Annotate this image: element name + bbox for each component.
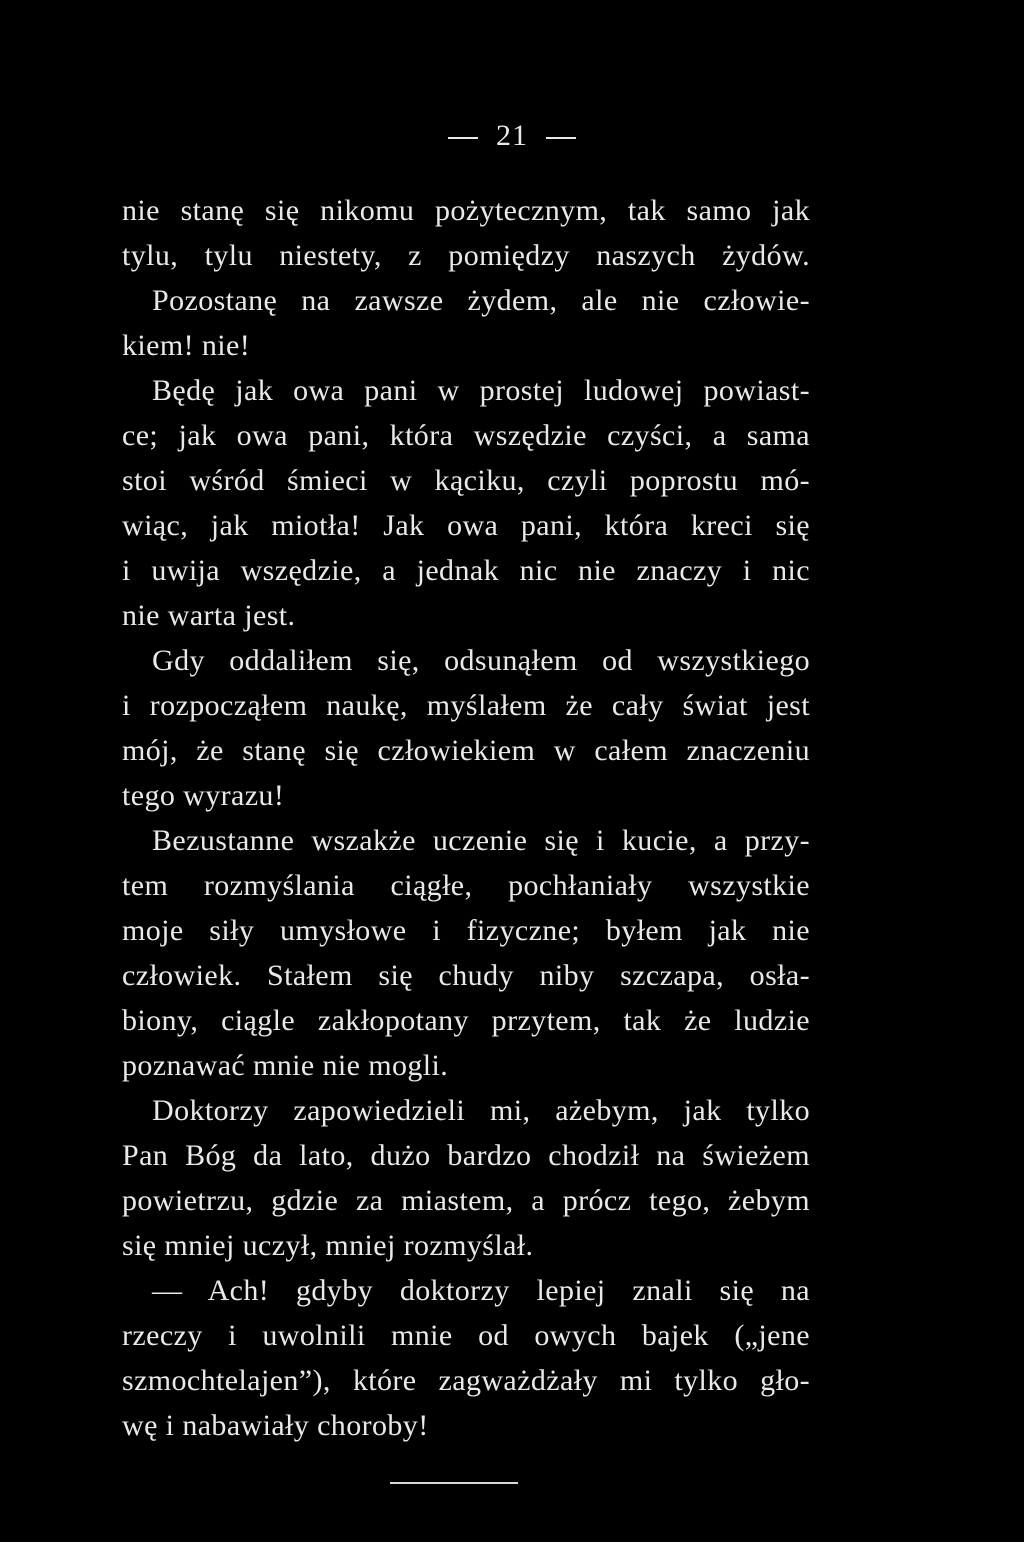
right-dash bbox=[546, 137, 576, 139]
text-line: wiąc, jak miotła! Jak owa pani, która kreci się bbox=[122, 509, 810, 542]
text-line: i uwija wszędzie, a jednak nic nie znaczy i nic bbox=[122, 554, 810, 587]
text-line: tego wyrazu! bbox=[122, 779, 285, 812]
text-line: stoi wśród śmieci w kąciku, czyli poprostu mó- bbox=[122, 464, 810, 497]
text-line: kiem! nie! bbox=[122, 329, 251, 362]
text-line: mój, że stanę się człowiekiem w całem znaczeniu bbox=[122, 734, 810, 767]
text-line: szmochtelajen”), które zagważdżały mi tylko gło- bbox=[122, 1364, 810, 1397]
text-line: Pozostanę na zawsze żydem, ale nie człowie- bbox=[152, 284, 810, 317]
text-line: Doktorzy zapowiedzieli mi, ażebym, jak tylko bbox=[152, 1094, 810, 1127]
text-line: Gdy oddaliłem się, odsunąłem od wszystkiego bbox=[152, 644, 810, 677]
text-line: nie stanę się nikomu pożytecznym, tak samo jak bbox=[122, 194, 810, 227]
left-dash bbox=[448, 137, 478, 139]
text-line: tem rozmyślania ciągłe, pochłaniały wszystkie bbox=[122, 869, 810, 902]
text-line: tylu, tylu niestety, z pomiędzy naszych żydów. bbox=[122, 239, 810, 272]
text-line: nie warta jest. bbox=[122, 599, 296, 632]
text-line: — Ach! gdyby doktorzy lepiej znali się na bbox=[152, 1274, 810, 1307]
text-line: się mniej uczył, mniej rozmyślał. bbox=[122, 1229, 534, 1262]
text-line: biony, ciągle zakłopotany przytem, tak że ludzie bbox=[122, 1004, 810, 1037]
page-number-header bbox=[0, 119, 1024, 153]
text-line: Pan Bóg da lato, dużo bardzo chodził na świeżem bbox=[122, 1139, 810, 1172]
text-line: poznawać mnie nie mogli. bbox=[122, 1049, 449, 1082]
text-line: powietrzu, gdzie za miastem, a prócz tego, żebym bbox=[122, 1184, 810, 1217]
section-divider bbox=[390, 1482, 518, 1484]
text-line: człowiek. Stałem się chudy niby szczapa, osła- bbox=[122, 959, 810, 992]
text-line: moje siły umysłowe i fizyczne; byłem jak nie bbox=[122, 914, 810, 947]
text-line: Bezustanne wszakże uczenie się i kucie, a przy- bbox=[152, 824, 810, 857]
text-line: ce; jak owa pani, która wszędzie czyści, a sama bbox=[122, 419, 810, 452]
text-line: Będę jak owa pani w prostej ludowej powiast- bbox=[152, 374, 810, 407]
text-line: i rozpocząłem naukę, myślałem że cały świat jest bbox=[122, 689, 810, 722]
page-number: 21 bbox=[496, 119, 528, 152]
text-line: rzeczy i uwolnili mnie od owych bajek („jene bbox=[122, 1319, 810, 1352]
text-line: wę i nabawiały choroby! bbox=[122, 1409, 429, 1442]
